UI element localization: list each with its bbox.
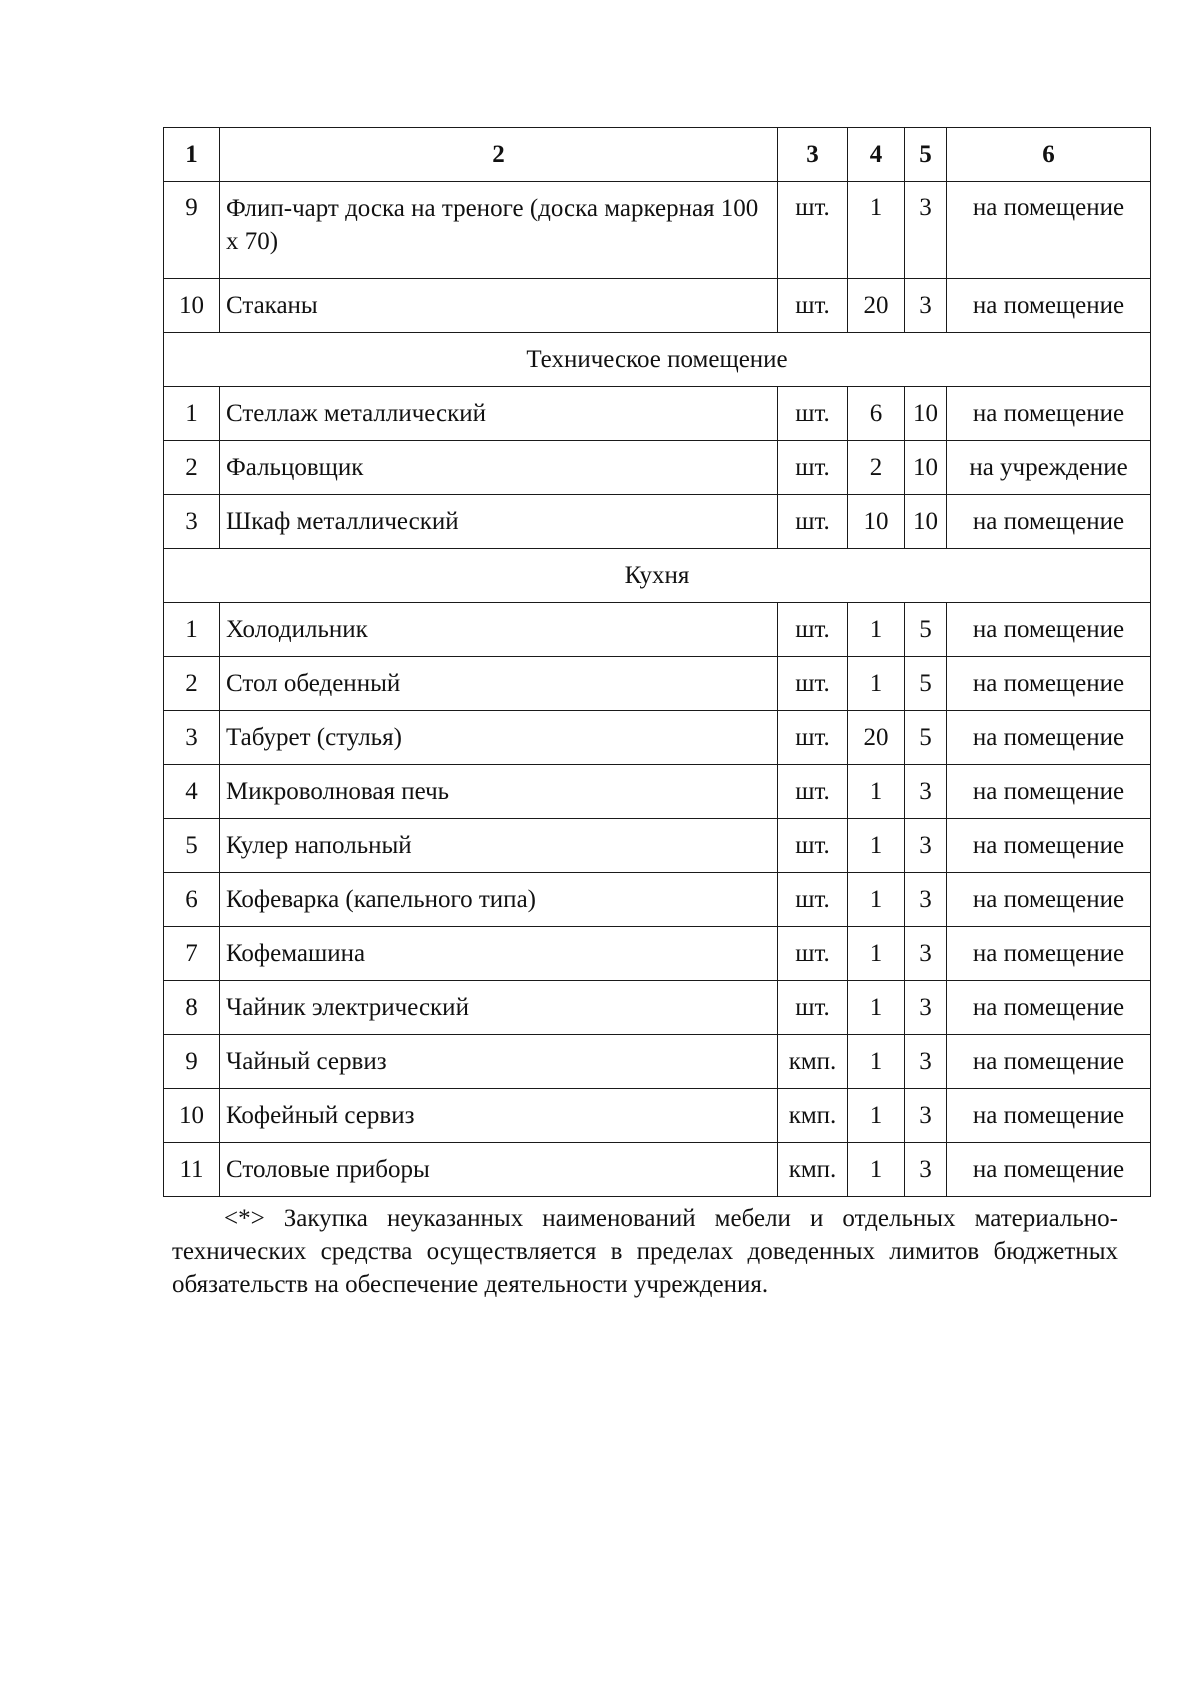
item-note: на помещение xyxy=(947,927,1151,981)
header-col-4: 4 xyxy=(848,128,905,182)
item-quantity: 10 xyxy=(848,495,905,549)
table-row xyxy=(164,603,1151,657)
item-note: на помещение xyxy=(947,657,1151,711)
row-number: 4 xyxy=(164,765,220,819)
table-row xyxy=(164,873,1151,927)
row-number: 6 xyxy=(164,873,220,927)
row-number: 1 xyxy=(164,603,220,657)
table-row xyxy=(164,1143,1151,1197)
item-term: 3 xyxy=(905,182,947,279)
item-note: на помещение xyxy=(947,1089,1151,1143)
item-note: на помещение xyxy=(947,603,1151,657)
table-row xyxy=(164,279,1151,333)
header-col-3: 3 xyxy=(778,128,848,182)
header-col-6: 6 xyxy=(947,128,1151,182)
section-row-technical-room xyxy=(164,333,1151,387)
table-row xyxy=(164,981,1151,1035)
item-note: на помещение xyxy=(947,819,1151,873)
table-row xyxy=(164,441,1151,495)
header-col-1: 1 xyxy=(164,128,220,182)
item-term: 5 xyxy=(905,657,947,711)
equipment-table xyxy=(163,127,1151,1197)
item-name: Флип-чарт доска на треноге (доска маркерная 100 х 70) xyxy=(220,182,778,279)
section-title: Техническое помещение xyxy=(164,333,1151,387)
item-quantity: 1 xyxy=(848,603,905,657)
item-term: 3 xyxy=(905,873,947,927)
item-quantity: 1 xyxy=(848,873,905,927)
item-unit: шт. xyxy=(778,387,848,441)
item-name: Фальцовщик xyxy=(220,441,778,495)
item-unit: шт. xyxy=(778,873,848,927)
item-note: на помещение xyxy=(947,765,1151,819)
item-quantity: 20 xyxy=(848,279,905,333)
item-note: на помещение xyxy=(947,1143,1151,1197)
section-row-kitchen xyxy=(164,549,1151,603)
row-number: 10 xyxy=(164,1089,220,1143)
item-name: Стаканы xyxy=(220,279,778,333)
item-name: Холодильник xyxy=(220,603,778,657)
row-number: 2 xyxy=(164,657,220,711)
item-term: 10 xyxy=(905,495,947,549)
item-term: 3 xyxy=(905,981,947,1035)
item-name: Табурет (стулья) xyxy=(220,711,778,765)
item-note: на помещение xyxy=(947,279,1151,333)
item-quantity: 1 xyxy=(848,657,905,711)
item-term: 3 xyxy=(905,1143,947,1197)
table-row xyxy=(164,495,1151,549)
table-row xyxy=(164,711,1151,765)
row-number: 3 xyxy=(164,711,220,765)
item-note: на помещение xyxy=(947,182,1151,279)
table-row xyxy=(164,765,1151,819)
item-quantity: 1 xyxy=(848,1035,905,1089)
item-unit: шт. xyxy=(778,981,848,1035)
item-unit: шт. xyxy=(778,279,848,333)
item-name: Чайный сервиз xyxy=(220,1035,778,1089)
item-quantity: 20 xyxy=(848,711,905,765)
item-quantity: 1 xyxy=(848,1089,905,1143)
item-note: на помещение xyxy=(947,873,1151,927)
item-unit: кмп. xyxy=(778,1035,848,1089)
item-unit: шт. xyxy=(778,819,848,873)
row-number: 11 xyxy=(164,1143,220,1197)
item-quantity: 1 xyxy=(848,765,905,819)
header-row xyxy=(164,128,1151,182)
item-unit: кмп. xyxy=(778,1143,848,1197)
row-number: 3 xyxy=(164,495,220,549)
item-note: на помещение xyxy=(947,1035,1151,1089)
item-unit: шт. xyxy=(778,182,848,279)
header-col-5: 5 xyxy=(905,128,947,182)
item-term: 5 xyxy=(905,711,947,765)
item-unit: шт. xyxy=(778,441,848,495)
item-name: Шкаф металлический xyxy=(220,495,778,549)
item-term: 5 xyxy=(905,603,947,657)
item-note: на помещение xyxy=(947,495,1151,549)
table-row xyxy=(164,387,1151,441)
item-quantity: 1 xyxy=(848,981,905,1035)
item-term: 3 xyxy=(905,1035,947,1089)
item-unit: шт. xyxy=(778,765,848,819)
item-quantity: 2 xyxy=(848,441,905,495)
item-term: 10 xyxy=(905,441,947,495)
item-unit: шт. xyxy=(778,603,848,657)
item-quantity: 1 xyxy=(848,1143,905,1197)
item-term: 3 xyxy=(905,819,947,873)
table-row xyxy=(164,1035,1151,1089)
table-row xyxy=(164,182,1151,279)
item-name: Стеллаж металлический xyxy=(220,387,778,441)
item-term: 10 xyxy=(905,387,947,441)
item-name: Чайник электрический xyxy=(220,981,778,1035)
item-term: 3 xyxy=(905,279,947,333)
item-quantity: 1 xyxy=(848,182,905,279)
item-unit: кмп. xyxy=(778,1089,848,1143)
row-number: 10 xyxy=(164,279,220,333)
item-quantity: 1 xyxy=(848,819,905,873)
item-note: на помещение xyxy=(947,981,1151,1035)
item-name: Кофейный сервиз xyxy=(220,1089,778,1143)
item-unit: шт. xyxy=(778,657,848,711)
item-unit: шт. xyxy=(778,711,848,765)
item-term: 3 xyxy=(905,1089,947,1143)
item-name: Столовые приборы xyxy=(220,1143,778,1197)
table-row xyxy=(164,657,1151,711)
item-unit: шт. xyxy=(778,495,848,549)
item-name: Кофеварка (капельного типа) xyxy=(220,873,778,927)
row-number: 8 xyxy=(164,981,220,1035)
item-note: на помещение xyxy=(947,387,1151,441)
row-number: 1 xyxy=(164,387,220,441)
item-name: Стол обеденный xyxy=(220,657,778,711)
item-note: на учреждение xyxy=(947,441,1151,495)
item-name: Микроволновая печь xyxy=(220,765,778,819)
table-row xyxy=(164,1089,1151,1143)
table-row xyxy=(164,927,1151,981)
item-term: 3 xyxy=(905,765,947,819)
item-quantity: 1 xyxy=(848,927,905,981)
item-note: на помещение xyxy=(947,711,1151,765)
item-name: Кофемашина xyxy=(220,927,778,981)
row-number: 7 xyxy=(164,927,220,981)
item-unit: шт. xyxy=(778,927,848,981)
row-number: 2 xyxy=(164,441,220,495)
row-number: 5 xyxy=(164,819,220,873)
item-name: Кулер напольный xyxy=(220,819,778,873)
header-col-2: 2 xyxy=(220,128,778,182)
footnote-paragraph: <*> Закупка неуказанных наименований мебели и отдельных материально-технических средства осуществляется в пределах доведенных лимитов бюджетных обязательств на обеспечение деятельности учреждения. xyxy=(172,1205,1118,1298)
table-row xyxy=(164,819,1151,873)
item-quantity: 6 xyxy=(848,387,905,441)
row-number: 9 xyxy=(164,182,220,279)
row-number: 9 xyxy=(164,1035,220,1089)
item-term: 3 xyxy=(905,927,947,981)
section-title: Кухня xyxy=(164,549,1151,603)
